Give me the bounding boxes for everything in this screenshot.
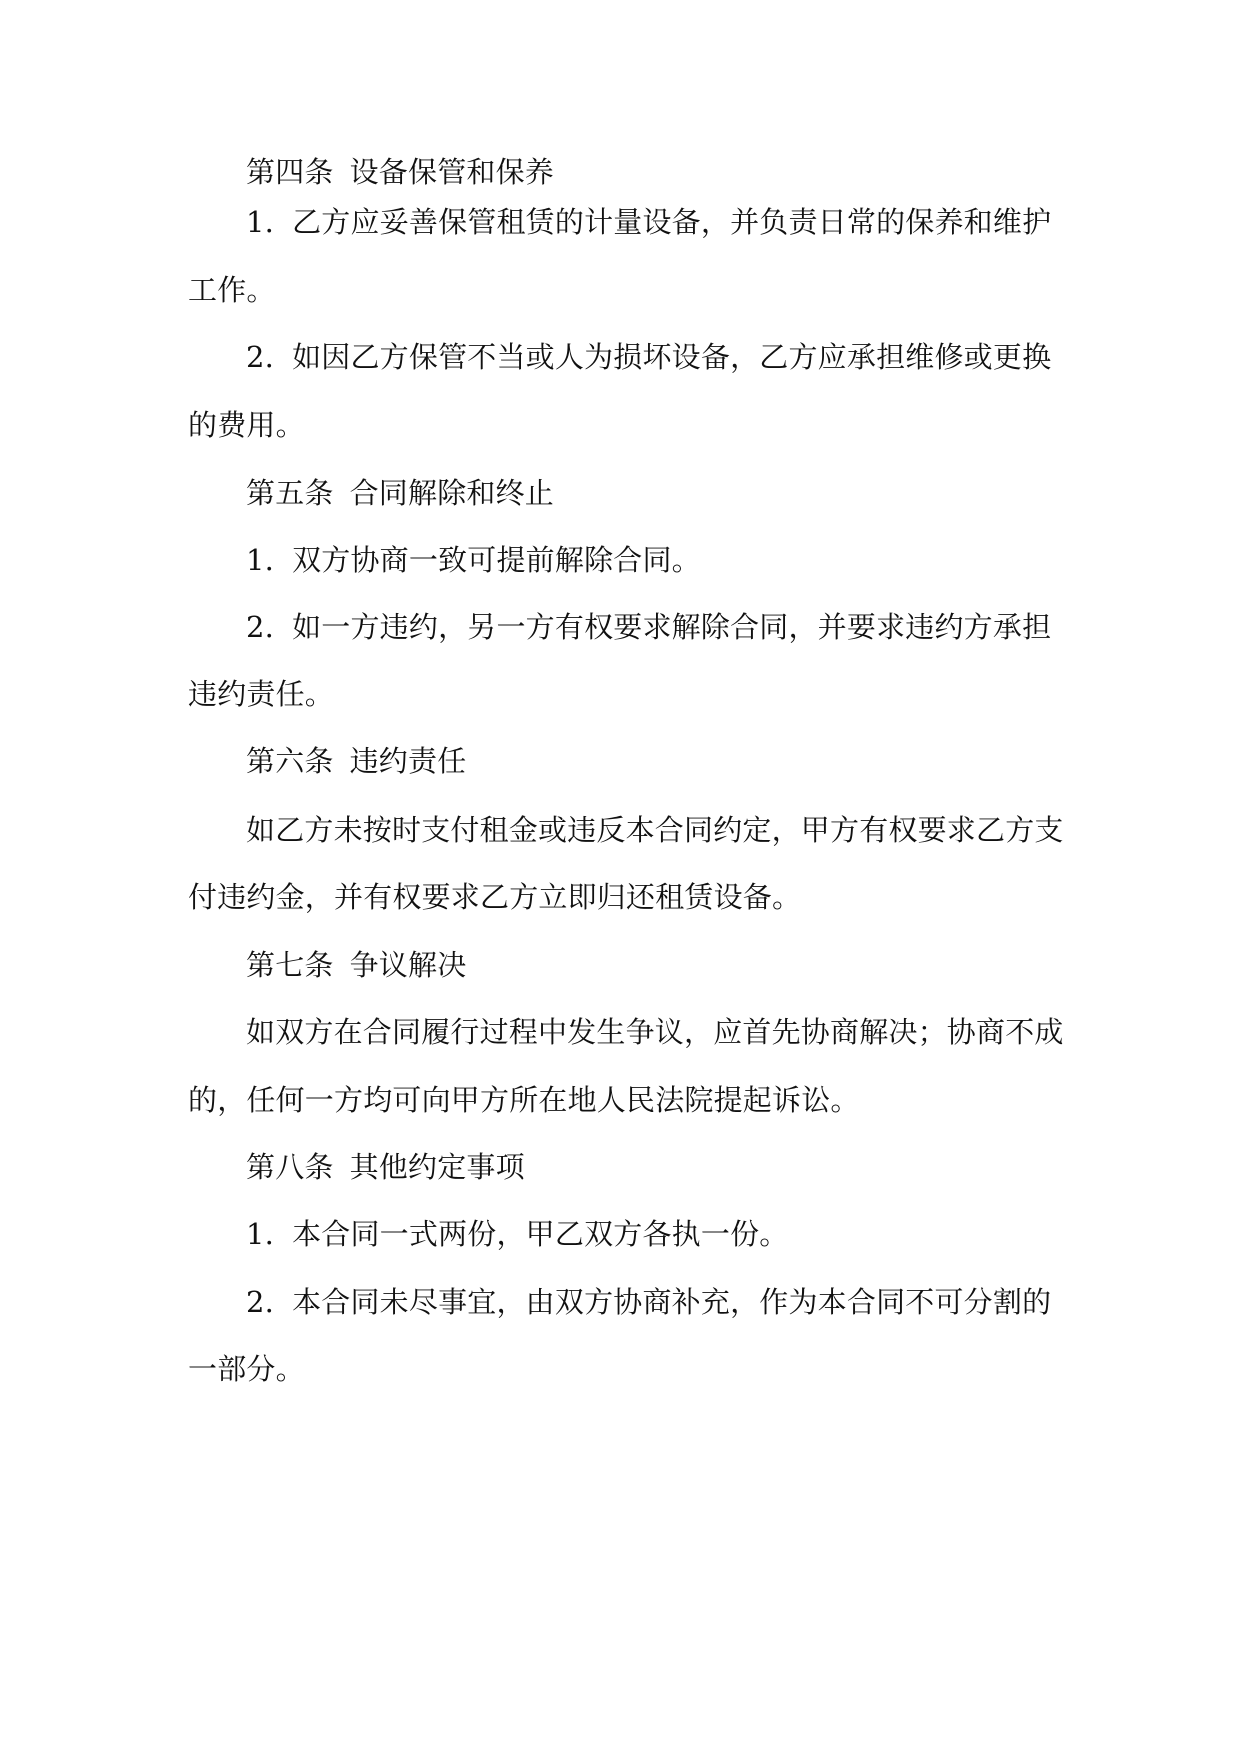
section-4-item-1-line-2: 工作。 <box>188 273 276 307</box>
item-number: 1. <box>246 543 275 577</box>
section-4-item-1-line-1 <box>246 203 1051 241</box>
item-text: 如一方违约，另一方有权要求解除合同，并要求违约方承担 <box>292 610 1052 644</box>
section-5-item-1-line-1 <box>246 541 701 579</box>
item-number: 2. <box>246 1285 275 1319</box>
item-text: 本合同一式两份，甲乙双方各执一份。 <box>292 1217 789 1251</box>
section-number: 第五条 <box>246 476 334 510</box>
item-number: 2. <box>246 340 275 374</box>
section-title: 合同解除和终止 <box>349 476 555 510</box>
item-number: 1. <box>246 205 275 239</box>
item-text: 乙方应妥善保管租赁的计量设备，并负责日常的保养和维护 <box>292 205 1052 239</box>
section-title: 其他约定事项 <box>349 1150 525 1184</box>
section-title: 设备保管和保养 <box>349 155 555 189</box>
section-8-item-1-line-1 <box>246 1215 788 1253</box>
section-7-paragraph-line-2: 的，任何一方均可向甲方所在地人民法院提起诉讼。 <box>188 1083 860 1117</box>
section-6-heading <box>246 742 466 780</box>
section-4-heading <box>246 153 554 191</box>
section-8-heading <box>246 1148 525 1186</box>
section-5-heading <box>246 474 554 512</box>
item-number: 1. <box>246 1217 275 1251</box>
section-4-item-2-line-2: 的费用。 <box>188 408 305 442</box>
section-8-item-2-line-2: 一部分。 <box>188 1352 305 1386</box>
item-text: 如因乙方保管不当或人为损坏设备，乙方应承担维修或更换 <box>292 340 1052 374</box>
section-number: 第七条 <box>246 948 334 982</box>
section-6-paragraph-line-2: 付违约金，并有权要求乙方立即归还租赁设备。 <box>188 880 802 914</box>
section-6-paragraph-line-1: 如乙方未按时支付租金或违反本合同约定，甲方有权要求乙方支 <box>246 813 1064 847</box>
section-number: 第八条 <box>246 1150 334 1184</box>
section-title: 违约责任 <box>349 744 467 778</box>
item-text: 双方协商一致可提前解除合同。 <box>292 543 701 577</box>
section-number: 第六条 <box>246 744 334 778</box>
section-title: 争议解决 <box>349 948 467 982</box>
section-7-paragraph-line-1: 如双方在合同履行过程中发生争议，应首先协商解决；协商不成 <box>246 1015 1064 1049</box>
item-number: 2. <box>246 610 275 644</box>
item-text: 本合同未尽事宜，由双方协商补充，作为本合同不可分割的 <box>292 1285 1052 1319</box>
section-5-item-2-line-1 <box>246 608 1051 646</box>
section-5-item-2-line-2: 违约责任。 <box>188 677 335 711</box>
section-8-item-2-line-1 <box>246 1283 1051 1321</box>
section-number: 第四条 <box>246 155 334 189</box>
section-4-item-2-line-1 <box>246 338 1051 376</box>
section-7-heading <box>246 946 466 984</box>
